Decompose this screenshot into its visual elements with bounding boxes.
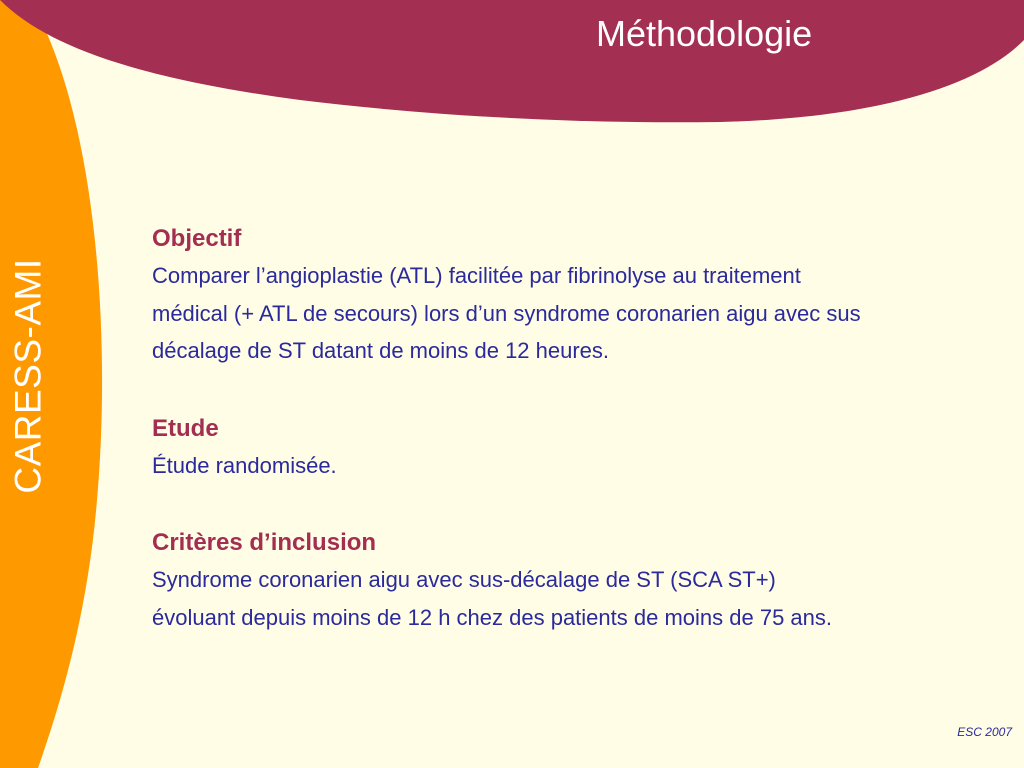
section-objectif: [152, 220, 1002, 370]
slide-title: Méthodologie: [596, 13, 813, 54]
section-line: Étude randomisée.: [152, 452, 337, 478]
header-band: [0, 0, 1024, 122]
section-heading: Critères d’inclusion: [152, 529, 377, 556]
section-line: décalage de ST datant de moins de 12 heures.: [152, 338, 610, 363]
section-heading: Etude: [152, 414, 219, 442]
spacer: [152, 484, 1002, 524]
spacer: [152, 370, 1002, 410]
slide-content: [152, 220, 1002, 636]
section-line: Syndrome coronarien aigu avec sus-décalage de ST (SCA ST+): [152, 567, 776, 592]
section-line: Comparer l’angioplastie (ATL) facilitée par fibrinolyse au traitement: [152, 263, 801, 288]
footer-label: ESC 2007: [957, 725, 1012, 739]
section-line: évoluant depuis moins de 12 h chez des patients de moins de 75 ans.: [152, 604, 833, 630]
section-etude: [152, 410, 1002, 485]
section-line: médical (+ ATL de secours) lors d’un syndrome coronarien aigu avec sus: [152, 300, 861, 326]
section-criteres: [152, 524, 1002, 636]
section-heading: Objectif: [152, 225, 242, 252]
side-band-title: CARESS-AMI: [7, 258, 49, 494]
